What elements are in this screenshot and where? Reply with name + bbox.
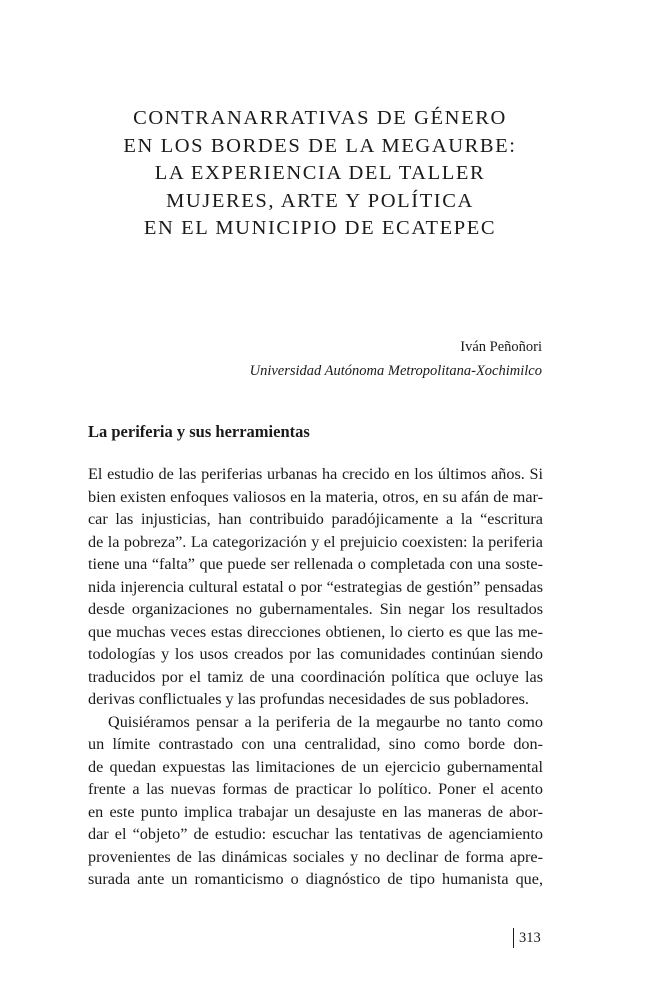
author-name: Iván Peñoñori <box>460 339 542 355</box>
body-line: en este punto implica trabajar un desajuste en las maneras de abor- <box>88 802 543 821</box>
body-line: un límite contrastado con una centralidad, sino como borde don- <box>88 735 543 753</box>
body-line: de quedan expuestas las limitaciones de un ejercicio gubernamental <box>88 757 543 776</box>
body-line: El estudio de las periferias urbanas ha crecido en los últimos años. Si <box>88 465 543 483</box>
section-heading: La periferia y sus herramientas <box>88 422 310 441</box>
body-line: Quisiéramos pensar a la periferia de la megaurbe no tanto como <box>108 712 543 731</box>
author-affiliation: Universidad Autónoma Metropolitana-Xochimilco <box>249 363 542 379</box>
body-line: traducidos por el tamiz de una coordinación política que ocluye las <box>88 667 543 686</box>
title-line: EN EL MUNICIPIO DE ECATEPEC <box>143 217 497 239</box>
page-number: 313 <box>513 928 541 948</box>
body-line: provenientes de las dinámicas sociales y no declinar de forma apre- <box>88 847 543 866</box>
body-line: desde organizaciones no gubernamentales. Sin negar los resultados <box>88 600 543 618</box>
body-line: derivas conflictuales y las profundas necesidades de sus pobladores. <box>88 690 529 708</box>
title-line: EN LOS BORDES DE LA MEGAURBE: <box>123 134 517 157</box>
title-line: CONTRANARRATIVAS DE GÉNERO <box>133 107 507 129</box>
body-line: nida injerencia cultural estatal o por “estrategias de gestión” pensadas <box>88 577 543 596</box>
body-line: frente a las nuevas formas de practicar lo político. Poner el acento <box>88 780 543 798</box>
author-block <box>250 335 542 383</box>
body-line: surada ante un romanticismo o diagnóstico de tipo humanista que, <box>88 870 543 888</box>
title-line: LA EXPERIENCIA DEL TALLER <box>154 162 486 184</box>
body-line: car las injusticias, han contribuido paradójicamente a la “escritura <box>88 510 543 528</box>
body-line: todologías y los usos creados por las comunidades continúan siendo <box>88 645 543 663</box>
body-line: bien existen enfoques valiosos en la materia, otros, en su afán de mar- <box>88 487 543 506</box>
body-line: que muchas veces estas direcciones obtienen, lo cierto es que las me- <box>88 622 543 641</box>
body-text <box>88 463 543 891</box>
title-line: MUJERES, ARTE Y POLÍTICA <box>166 189 474 212</box>
body-line: de la pobreza”. La categorización y el prejuicio coexisten: la periferia <box>88 532 543 551</box>
body-line: tiene una “falta” que puede ser rellenada o completada con una soste- <box>88 555 543 573</box>
body-line: dar el “objeto” de estudio: escuchar las tentativas de agenciamiento <box>88 825 543 843</box>
chapter-title <box>85 105 555 243</box>
